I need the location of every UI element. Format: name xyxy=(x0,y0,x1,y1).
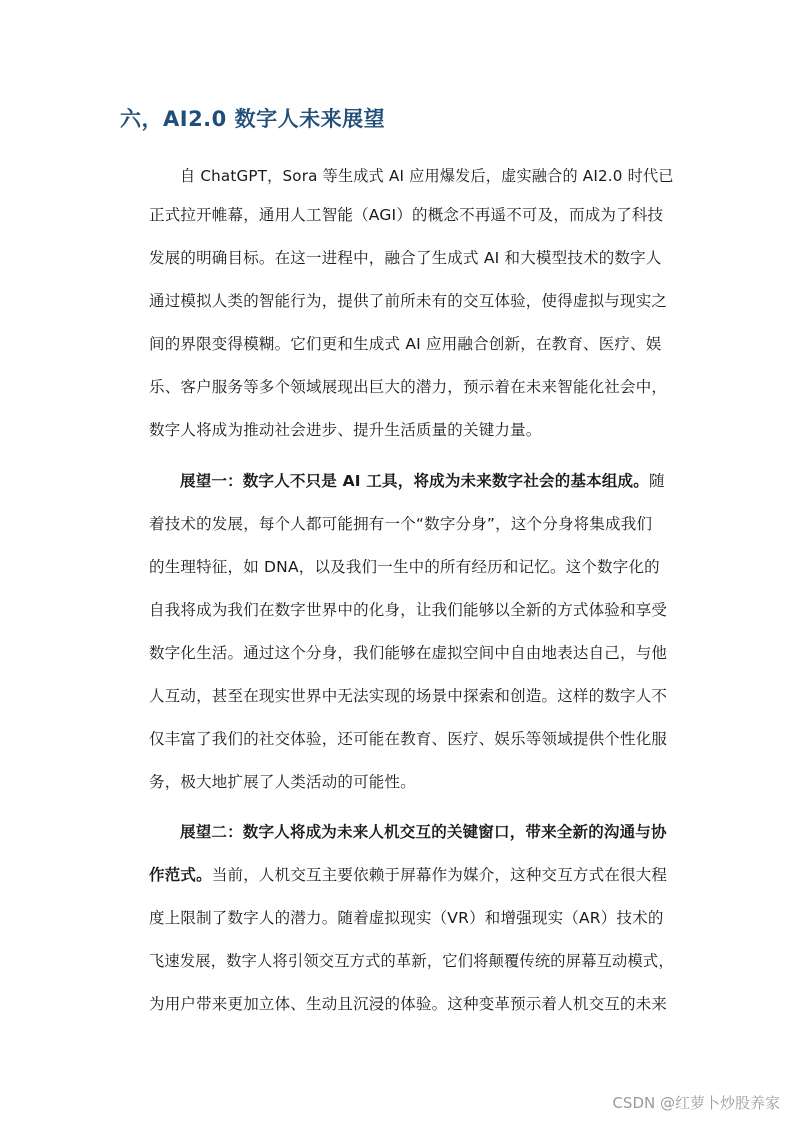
text-line: 正式拉开帷幕，通用人工智能（AGI）的概念不再遥不可及，而成为了科技 xyxy=(149,206,664,224)
text-line xyxy=(180,164,674,188)
text-fit-wrapper: 飞速发展，数字人将引领交互方式的革新，它们将颠覆传统的屏幕互动模式， xyxy=(149,952,674,970)
text-line: 发展的明确目标。在这一进程中，融合了生成式 AI 和大模型技术的数字人 xyxy=(149,249,662,267)
text-line: 乐、客户服务等多个领域展现出巨大的潜力，预示着在未来智能化社会中， xyxy=(149,378,668,396)
csdn-watermark: CSDN @红萝卜炒股养家 xyxy=(612,1094,780,1112)
text-line: 为用户带来更加立体、生动且沉浸的体验。这种变革预示着人机交互的未来 xyxy=(149,995,668,1013)
text-line: 通过模拟人类的智能行为，提供了前所未有的交互体验，使得虚拟与现实之 xyxy=(149,292,668,310)
text-line: 的生理特征，如 DNA，以及我们一生中的所有经历和记忆。这个数字化的 xyxy=(149,558,660,576)
section-heading: 六，AI2.0 数字人未来展望 xyxy=(120,107,386,131)
text-run: 随 xyxy=(648,472,665,490)
text-line: 数字人将成为推动社会进步、提升生活质量的关键力量。 xyxy=(149,421,542,439)
text-line: 自我将成为我们在数字世界中的化身，让我们能够以全新的方式体验和享受 xyxy=(149,601,668,619)
text-line-lead xyxy=(180,469,674,493)
text-line: 数字化生活。通过这个分身，我们能够在虚拟空间中自由地表达自己，与他 xyxy=(149,644,668,662)
outlook-two-title-end: 作范式。 xyxy=(149,866,212,884)
text-line: 度上限制了数字人的潜力。随着虚拟现实（VR）和增强现实（AR）技术的 xyxy=(149,909,664,927)
text-line: 间的界限变得模糊。它们更和生成式 AI 应用融合创新，在教育、医疗、娱 xyxy=(149,335,662,353)
text-run: 当前，人机交互主要依赖于屏幕作为媒介，这种交互方式在很大程 xyxy=(211,866,668,884)
text-line xyxy=(149,949,674,973)
text-fit-wrapper: 自 ChatGPT，Sora 等生成式 AI 应用爆发后，虚实融合的 AI2.0 时代已 xyxy=(180,167,674,185)
text-line: 着技术的发展，每个人都可能拥有一个“数字分身”，这个分身将集成我们 xyxy=(149,515,653,533)
text-line: 人互动，甚至在现实世界中无法实现的场景中探索和创造。这样的数字人不 xyxy=(149,687,668,705)
text-line: 务，极大地扩展了人类活动的可能性。 xyxy=(149,773,416,791)
text-line: 仅丰富了我们的社交体验，还可能在教育、医疗、娱乐等领域提供个性化服 xyxy=(149,730,668,748)
outlook-one-title: 展望一：数字人不只是 AI 工具，将成为未来数字社会的基本组成。 xyxy=(180,472,649,490)
outlook-two-title: 展望二：数字人将成为未来人机交互的关键窗口，带来全新的沟通与协 xyxy=(180,823,667,841)
text-line-lead xyxy=(149,863,674,887)
